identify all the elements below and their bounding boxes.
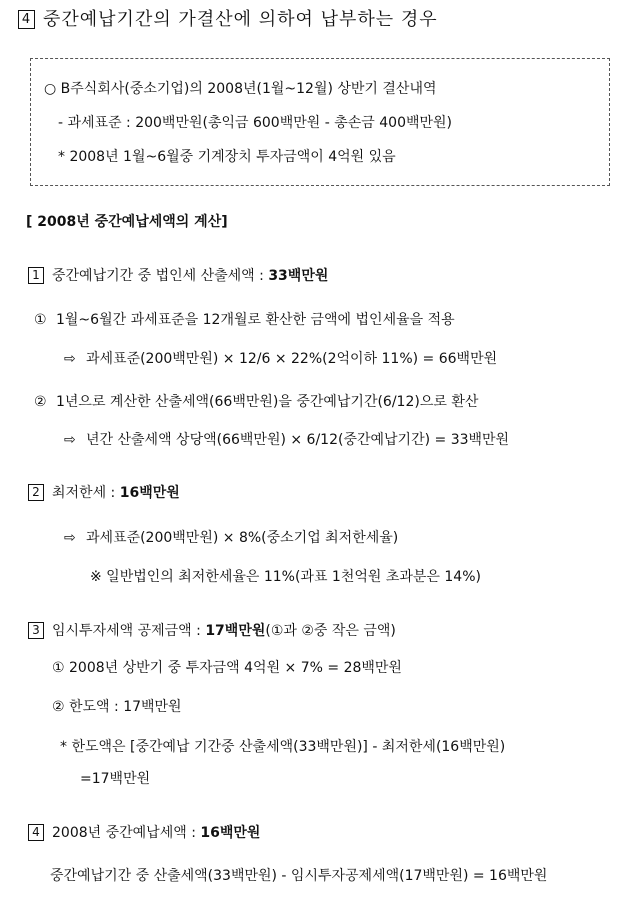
section-2-formula-text: 과세표준(200백만원) × 8%(중소기업 최저한세율) (86, 530, 399, 546)
section-1-formula-2 (64, 430, 509, 450)
summary-line-3: * 2008년 1월~6월중 기계장치 투자금액이 4억원 있음 (58, 149, 396, 165)
section-2-value: 16백만원 (119, 485, 180, 501)
arrow-icon: ⇨ (64, 530, 76, 546)
section-2-heading (28, 483, 180, 503)
section-4-label: 2008년 중간예납세액 : (52, 825, 201, 841)
section-3-item-1: ① 2008년 상반기 중 투자금액 4억원 × 7% = 28백만원 (52, 660, 402, 676)
section-4-value: 16백만원 (200, 825, 261, 841)
item-2-text: 1년으로 계산한 산출세액(66백만원)을 중간예납기간(6/12)으로 환산 (56, 394, 479, 410)
title-text: 중간예납기간의 가결산에 의하여 납부하는 경우 (43, 9, 438, 30)
formula-1-text: 과세표준(200백만원) × 12/6 × 22%(2억이하 11%) = 66백만원 (86, 351, 498, 367)
arrow-icon: ⇨ (64, 351, 76, 367)
section-3-number: 3 (28, 622, 44, 639)
page-title (18, 10, 438, 30)
section-3-heading (28, 621, 396, 641)
section-1-formula-1 (64, 349, 497, 369)
arrow-icon: ⇨ (64, 432, 76, 448)
item-2-mark: ② (34, 394, 47, 410)
section-3-item-2: ② 한도액 : 17백만원 (52, 699, 182, 715)
section-4-number: 4 (28, 824, 44, 841)
section-2-note: ※ 일반법인의 최저한세율은 11%(과표 1천억원 초과분은 14%) (90, 569, 481, 585)
section-2-number: 2 (28, 484, 44, 501)
section-3-value: 17백만원 (205, 623, 266, 639)
section-1-item-2 (34, 392, 478, 412)
section-1-number: 1 (28, 267, 44, 284)
item-1-mark: ① (34, 312, 47, 328)
section-4-formula: 중간예납기간 중 산출세액(33백만원) - 임시투자공제세액(17백만원) = 16백만원 (50, 868, 548, 884)
section-1-heading (28, 266, 328, 286)
section-1-label: 중간예납기간 중 법인세 산출세액 : (52, 268, 269, 284)
section-3-suffix: (①과 ②중 작은 금액) (265, 623, 396, 639)
section-2-formula (64, 528, 398, 548)
section-4-heading (28, 823, 260, 843)
summary-line-1: ○ B주식회사(중소기업)의 2008년(1월~12월) 상반기 결산내역 (44, 81, 437, 97)
section-1-value: 33백만원 (268, 268, 329, 284)
section-3-note-2: =17백만원 (80, 771, 151, 787)
formula-2-text: 년간 산출세액 상당액(66백만원) × 6/12(중간예납기간) = 33백만원 (86, 432, 510, 448)
summary-line-2: - 과세표준 : 200백만원(총익금 600백만원 - 총손금 400백만원) (58, 115, 453, 131)
section-3-label: 임시투자세액 공제금액 : (52, 623, 206, 639)
section-3-note-1: * 한도액은 [중간예납 기간중 산출세액(33백만원)] - 최저한세(16백만원) (60, 739, 506, 755)
section-2-label: 최저한세 : (52, 485, 120, 501)
section-1-item-1 (34, 310, 455, 330)
title-number-box: 4 (18, 10, 35, 29)
calc-header: [ 2008년 중간예납세액의 계산] (26, 214, 228, 230)
item-1-text: 1월~6월간 과세표준을 12개월로 환산한 금액에 법인세율을 적용 (56, 312, 455, 328)
